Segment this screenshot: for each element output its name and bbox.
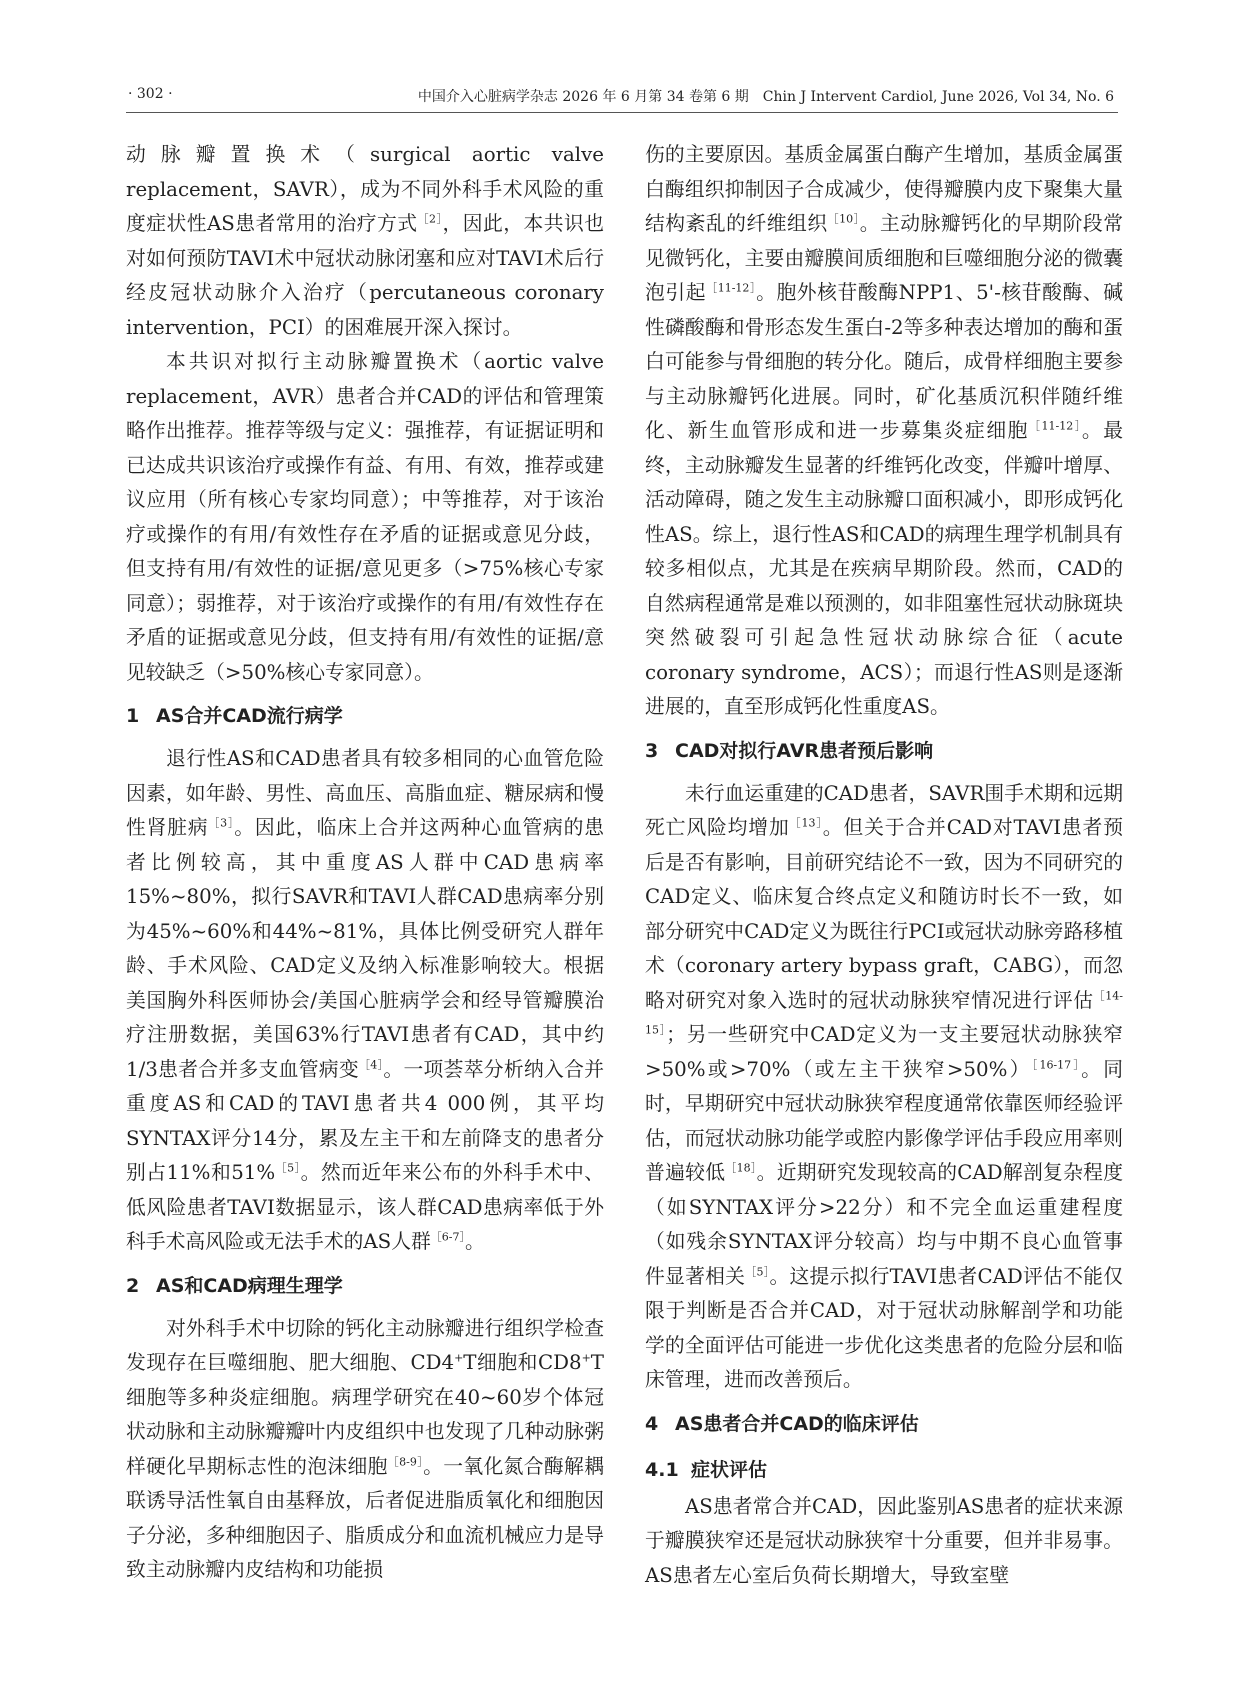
citation: ［5］ xyxy=(275,1161,301,1175)
paragraph: 对外科手术中切除的钙化主动脉瓣进行组织学检查发现存在巨噬细胞、肥大细胞、CD4+T细胞和CD8+T细胞等多种炎症细胞。病理学研究在40~60岁个体冠状动脉和主动脉瓣瓣叶内皮组织中也发现了几种动脉粥样硬化早期标志性的泡沫细胞$^{[8-9]}$。一氧化氮合酶解耦联诱导活性氧自由基释放，后者促进脂质氧化和细胞因子分泌，多种细胞因子、脂质成分和血流机械应力是导致主动脉瓣内皮结构和功能损 xyxy=(126,1316,604,1581)
citation: ［14-15］ xyxy=(645,988,1123,1037)
citation: ［16-17］ xyxy=(1031,1057,1082,1071)
paragraph: 未行血运重建的CAD患者，SAVR围手术期和远期死亡风险均增加$^{[13]}$。但关于合并CAD对TAVI患者预后是否有影响，目前研究结论不一致，因为不同研究的CAD定义、临床复合终点定义和随访时长不一致，如部分研究中CAD定义为既往行PCI或冠状动脉旁路移植术（coronary artery bypass graft，CABG），而忽略对研究对象入选时的冠状动脉狭窄情况进行评估$^{[14-15]}$；另一些研究中CAD定义为一支主要冠状动脉狭窄>50%或>70%（或左主干狭窄>50%）$^{[16-17]}$。同时，早期研究中冠状动脉狭窄程度通常依靠医师经验评估，而冠状动脉功能学或腔内影像学评估手段应用率则普遍较低$^{[18]}$。近期研究发现较高的CAD解剖复杂程度（如SYNTAX评分>22分）和不完全血运重建程度（如残余SYNTAX评分较高）均与中期不良心血管事件显著相关$^{[5]}$。这提示拟行TAVI患者CAD评估不能仅限于判断是否合并CAD，对于冠状动脉解剖学和功能学的全面评估可能进一步优化这类患者的危险分层和临床管理，进而改善预后。 xyxy=(645,781,1123,1391)
citation: ［4］ xyxy=(358,1057,384,1071)
running-header xyxy=(126,82,1118,113)
citation: ［2］ xyxy=(417,212,443,226)
citation: ［13］ xyxy=(789,816,823,830)
section-heading: 1 AS合并CAD流行病学 xyxy=(126,705,343,727)
right-column xyxy=(645,138,1123,1593)
citation: ［18］ xyxy=(725,1161,757,1175)
paragraph: AS患者常合并CAD，因此鉴别AS患者的症状来源于瓣膜狭窄还是冠状动脉狭窄十分重要，但并非易事。AS患者左心室后负荷长期增大，导致室壁 xyxy=(645,1494,1123,1587)
journal-citation: 中国介入心脏病学杂志 2026 年 6 月第 34 卷第 6 期 Chin J Intervent Cardiol, June 2026, Vol 34, No. 6 xyxy=(417,89,1114,105)
subsection-heading: 4.1 症状评估 xyxy=(645,1458,768,1481)
citation: ［11-12］ xyxy=(1029,419,1082,433)
citation: ［5］ xyxy=(745,1264,770,1278)
left-column xyxy=(126,138,604,1588)
citation: ［3］ xyxy=(208,816,235,830)
section-heading: 3 CAD对拟行AVR患者预后影响 xyxy=(645,739,934,762)
paragraph: 退行性AS和CAD患者具有较多相同的心血管危险因素，如年龄、男性、高血压、高脂血症、糖尿病和慢性肾脏病$^{[3]}$。因此，临床上合并这两种心血管病的患者比例较高，其中重度AS人群中CAD患病率15%~80%，拟行SAVR和TAVI人群CAD患病率分别为45%~60%和44%~81%，具体比例受研究人群年龄、手术风险、CAD定义及纳入标准影响较大。根据美国胸外科医师协会/美国心脏病学会和经导管瓣膜治疗注册数据，美国63%行TAVI患者有CAD，其中约1/3患者合并多支血管病变$^{[4]}$。一项荟萃分析纳入合并重度AS和CAD的TAVI患者共4 000例，其平均SYNTAX评分14分，累及左主干和左前降支的患者分别占11%和51%$^{[5]}$。然而近年来公布的外科手术中、低风险患者TAVI数据显示，该人群CAD患病率低于外科手术高风险或无法手术的AS人群$^{[6-7]}$。 xyxy=(126,747,604,1253)
section-heading: 4 AS患者合并CAD的临床评估 xyxy=(645,1412,919,1435)
citation: ［10］ xyxy=(827,212,860,226)
citation: ［8-9］ xyxy=(387,1454,424,1468)
citation: ［11-12］ xyxy=(706,281,757,295)
paragraph: 伤的主要原因。基质金属蛋白酶产生增加，基质金属蛋白酶组织抑制因子合成减少，使得瓣膜内皮下聚集大量结构紊乱的纤维组织$^{[10]}$。主动脉瓣钙化的早期阶段常见微钙化，主要由瓣膜间质细胞和巨噬细胞分泌的微囊泡引起$^{[11-12]}$。胞外核苷酸酶NPP1、5'-核苷酸酶、碱性磷酸酶和骨形态发生蛋白-2等多种表达增加的酶和蛋白可能参与骨细胞的转分化。随后，成骨样细胞主要参与主动脉瓣钙化进展。同时，矿化基质沉积伴随纤维化、新生血管形成和进一步募集炎症细胞$^{[11-12]}$。最终，主动脉瓣发生显著的纤维钙化改变，伴瓣叶增厚、活动障碍，随之发生主动脉瓣口面积减小，即形成钙化性AS。综上，退行性AS和CAD的病理生理学机制具有较多相似点，尤其是在疾病早期阶段。然而，CAD的自然病程通常是难以预测的，如非阻塞性冠状动脉斑块突然破裂可引起急性冠状动脉综合征（acute coronary syndrome，ACS）；而退行性AS则是逐渐进展的，直至形成钙化性重度AS。 xyxy=(645,143,1123,718)
section-heading: 2 AS和CAD病理生理学 xyxy=(126,1274,343,1297)
page-number: · 302 · xyxy=(128,86,173,102)
citation: ［6-7］ xyxy=(430,1230,465,1244)
paragraph: 本共识对拟行主动脉瓣置换术（aortic valve replacement，AVR）患者合并CAD的评估和管理策略作出推荐。推荐等级与定义：强推荐，有证据证明和已达成共识该治疗或操作有益、有用、有效，推荐或建议应用（所有核心专家均同意）；中等推荐，对于该治疗或操作的有用/有效性存在矛盾的证据或意见分歧，但支持有用/有效性的证据/意见更多（>75%核心专家同意）；弱推荐，对于该治疗或操作的有用/有效性存在矛盾的证据或意见分歧，但支持有用/有效性的证据/意见较缺乏（>50%核心专家同意）。 xyxy=(126,350,604,684)
paragraph: 动脉瓣置换术（surgical aortic valve replacement，SAVR），成为不同外科手术风险的重度症状性AS患者常用的治疗方式$^{[2]}$，因此，本共识也对如何预防TAVI术中冠状动脉闭塞和应对TAVI术后行经皮冠状动脉介入治疗（percutaneous coronary intervention，PCI）的困难展开深入探讨。 xyxy=(126,143,604,339)
